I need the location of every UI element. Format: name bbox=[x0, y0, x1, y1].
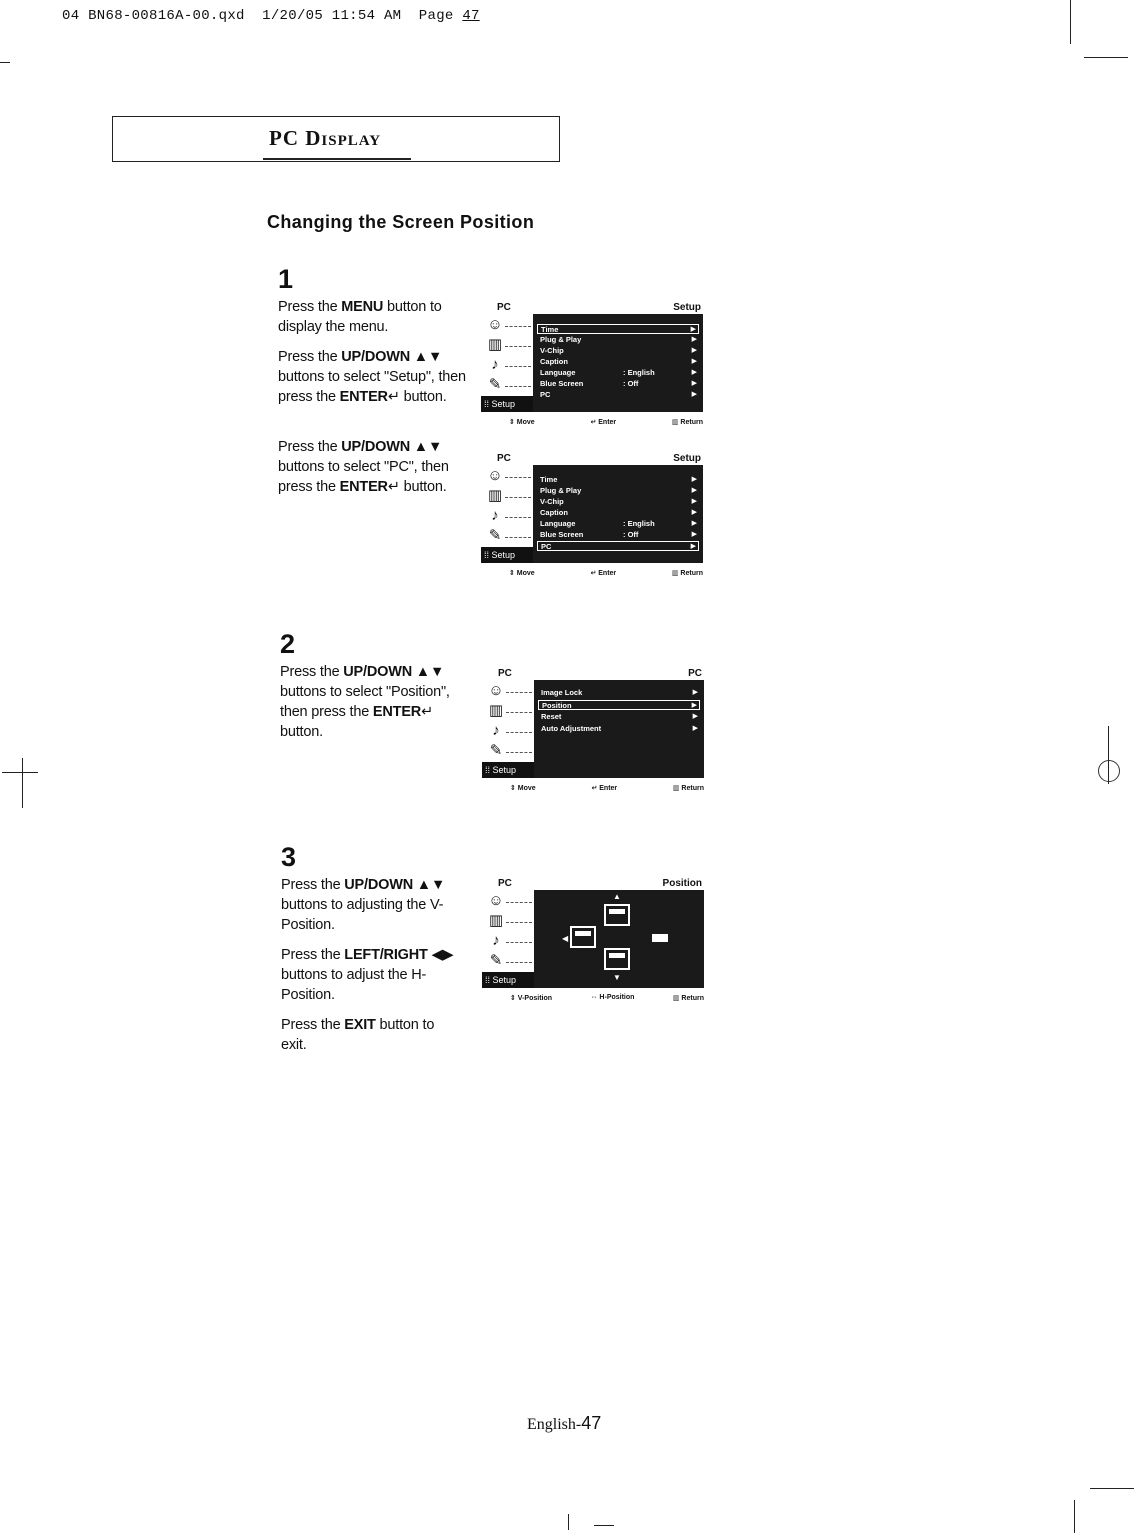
position-adjust-panel bbox=[534, 890, 704, 988]
arrow-down-icon: ▼ bbox=[613, 973, 621, 982]
page-number: English-47 bbox=[527, 1413, 602, 1433]
crop-mark bbox=[2, 772, 38, 773]
channel-icon: ▥ bbox=[487, 487, 503, 504]
crop-mark bbox=[568, 1514, 569, 1530]
osd-source: PC bbox=[497, 453, 511, 464]
osd-menu-row: PC ▶ bbox=[540, 390, 697, 399]
up-down-key: UP/DOWN ▲▼ bbox=[341, 349, 443, 365]
instruction-paragraph: Press the UP/DOWN ▲▼ buttons to adjusting the V-Position. bbox=[281, 877, 446, 933]
osd-title: PC bbox=[688, 668, 702, 679]
instruction-paragraph: Press the MENU button to display the menu. bbox=[278, 299, 442, 335]
arrow-right-icon: ▶ bbox=[691, 380, 697, 387]
setup-icon: ⁞⁞ bbox=[485, 765, 493, 775]
osd-footer: ⇕ Move ↵ Enter ▥ Return bbox=[509, 570, 703, 577]
function-icon: ✎ bbox=[489, 742, 503, 759]
enter-key: ENTER bbox=[339, 479, 388, 495]
slug-date: 1/20/05 bbox=[262, 8, 324, 24]
osd-source: PC bbox=[498, 668, 512, 679]
osd-menu-row: Reset ▶ bbox=[541, 712, 698, 721]
crop-mark bbox=[1090, 1488, 1134, 1489]
osd-source: PC bbox=[497, 302, 511, 313]
osd-screen-setup-pc bbox=[481, 453, 707, 581]
enter-key: ENTER bbox=[339, 389, 388, 405]
enter-key: ENTER bbox=[372, 704, 422, 720]
setup-tab: ⁞⁞ Setup bbox=[482, 762, 534, 778]
slug-time: 11:54 AM bbox=[331, 8, 402, 24]
page-title: PC Display bbox=[269, 126, 382, 150]
crop-mark bbox=[1108, 726, 1109, 784]
osd-menu-row: Plug & Play ▶ bbox=[540, 486, 697, 495]
arrow-right-icon: ▶ bbox=[691, 347, 697, 354]
osd-menu-row: Caption ▶ bbox=[540, 357, 697, 366]
osd-menu-row: Plug & Play ▶ bbox=[540, 335, 697, 344]
osd-footer: ⇕ Move ↵ Enter ▥ Return bbox=[510, 785, 704, 792]
registration-mark bbox=[1098, 760, 1120, 782]
osd-menu-row: Language : English ▶ bbox=[540, 519, 697, 528]
crop-mark bbox=[1070, 0, 1071, 44]
section-heading: Changing the Screen Position bbox=[267, 212, 535, 232]
arrow-right-icon: ▶ bbox=[691, 509, 697, 516]
arrow-right-icon: ▶ bbox=[691, 531, 697, 538]
left-right-key: LEFT/RIGHT ◀▶ bbox=[344, 947, 454, 963]
osd-title: Position bbox=[662, 878, 702, 889]
crop-mark bbox=[0, 62, 10, 63]
crop-mark bbox=[1074, 1500, 1075, 1533]
channel-icon: ▥ bbox=[488, 912, 504, 929]
osd-menu-panel bbox=[534, 680, 704, 778]
osd-title: Setup bbox=[673, 453, 701, 464]
osd-menu-row: Blue Screen : Off ▶ bbox=[540, 379, 697, 388]
enter-icon: ↵ bbox=[421, 704, 434, 720]
arrow-right-icon: ▶ bbox=[690, 326, 696, 333]
channel-icon: ▥ bbox=[488, 702, 504, 719]
instruction-paragraph: Press the UP/DOWN ▲▼ buttons to select "Setup", then press the ENTER↵ button. bbox=[278, 349, 466, 405]
slug-page-label: Page bbox=[418, 8, 454, 24]
up-down-key: UP/DOWN ▲▼ bbox=[343, 664, 445, 680]
function-icon: ✎ bbox=[488, 376, 502, 393]
arrow-right-icon: ▶ bbox=[692, 725, 698, 732]
arrow-right-icon: ▶ bbox=[690, 543, 696, 550]
osd-screen-position bbox=[482, 878, 708, 1006]
enter-icon: ↵ bbox=[387, 389, 400, 405]
setup-icon: ⁞⁞ bbox=[484, 550, 492, 560]
exit-key: EXIT bbox=[344, 1017, 376, 1033]
osd-sidebar bbox=[482, 680, 534, 778]
function-icon: ✎ bbox=[489, 952, 503, 969]
sound-icon: ♪ bbox=[491, 356, 499, 373]
instruction-paragraph: Press the UP/DOWN ▲▼ buttons to select "Position", then press the ENTER↵ button. bbox=[280, 664, 450, 740]
up-down-key: UP/DOWN ▲▼ bbox=[344, 877, 446, 893]
arrow-right-icon: ▶ bbox=[692, 713, 698, 720]
osd-menu-row: Language : English ▶ bbox=[540, 368, 697, 377]
osd-menu-row: Auto Adjustment ▶ bbox=[541, 724, 698, 733]
function-icon: ✎ bbox=[488, 527, 502, 544]
slug-line bbox=[62, 8, 480, 24]
picture-icon: ☺ bbox=[487, 467, 503, 484]
osd-screen-setup bbox=[481, 302, 707, 430]
arrow-right-icon: ▶ bbox=[692, 689, 698, 696]
step-number: 3 bbox=[281, 842, 297, 872]
arrow-right-icon: ▶ bbox=[691, 369, 697, 376]
osd-menu-row: Time ▶ bbox=[540, 475, 697, 484]
osd-source: PC bbox=[498, 878, 512, 889]
osd-footer: ⇕ V-Position ⇔ H-Position ▥ Return bbox=[510, 994, 704, 1002]
arrow-right-icon: ▶ bbox=[691, 702, 697, 709]
crop-mark bbox=[594, 1525, 614, 1526]
arrow-up-icon: ▲ bbox=[613, 892, 621, 901]
sound-icon: ♪ bbox=[492, 932, 500, 949]
osd-menu-row: Caption ▶ bbox=[540, 508, 697, 517]
arrow-right-icon: ▶ bbox=[691, 336, 697, 343]
step-number: 1 bbox=[278, 264, 294, 294]
step-number: 2 bbox=[280, 629, 296, 659]
osd-menu-row: Time ▶ bbox=[537, 324, 699, 334]
slug-page-num: 47 bbox=[462, 8, 480, 24]
osd-menu-row: Position ▶ bbox=[538, 700, 700, 710]
instruction-paragraph: Press the EXIT button to exit. bbox=[281, 1017, 435, 1053]
osd-menu-row: V-Chip ▶ bbox=[540, 497, 697, 506]
position-indicator-bar bbox=[652, 934, 668, 942]
picture-icon: ☺ bbox=[488, 682, 504, 699]
enter-icon: ↵ bbox=[387, 479, 400, 495]
osd-footer: ⇕ Move ↵ Enter ▥ Return bbox=[509, 419, 703, 426]
title-underline bbox=[263, 158, 411, 160]
picture-icon: ☺ bbox=[487, 316, 503, 333]
osd-menu-row: Image Lock ▶ bbox=[541, 688, 698, 697]
osd-menu-row: V-Chip ▶ bbox=[540, 346, 697, 355]
sound-icon: ♪ bbox=[491, 507, 499, 524]
position-box-left bbox=[570, 926, 596, 948]
crop-mark bbox=[1084, 57, 1128, 58]
osd-menu-panel bbox=[533, 314, 703, 412]
up-down-key: UP/DOWN ▲▼ bbox=[341, 439, 443, 455]
channel-icon: ▥ bbox=[487, 336, 503, 353]
setup-icon: ⁞⁞ bbox=[484, 399, 492, 409]
setup-icon: ⁞⁞ bbox=[485, 975, 493, 985]
position-box-bottom bbox=[604, 948, 630, 970]
setup-tab: ⁞⁞ Setup bbox=[481, 396, 533, 412]
osd-menu-row: Blue Screen : Off ▶ bbox=[540, 530, 697, 539]
setup-tab: ⁞⁞ Setup bbox=[482, 972, 534, 988]
osd-sidebar bbox=[482, 890, 534, 988]
instruction-paragraph: Press the UP/DOWN ▲▼ buttons to select "PC", then press the ENTER↵ button. bbox=[278, 439, 449, 495]
setup-tab: ⁞⁞ Setup bbox=[481, 547, 533, 563]
menu-key: MENU bbox=[341, 299, 384, 315]
instruction-paragraph: Press the LEFT/RIGHT ◀▶ buttons to adjust the H-Position. bbox=[281, 947, 454, 1003]
page-header-box bbox=[112, 116, 560, 162]
sound-icon: ♪ bbox=[492, 722, 500, 739]
osd-sidebar bbox=[481, 465, 533, 563]
arrow-right-icon: ▶ bbox=[691, 476, 697, 483]
arrow-right-icon: ▶ bbox=[691, 391, 697, 398]
osd-menu-panel bbox=[533, 465, 703, 563]
arrow-right-icon: ▶ bbox=[691, 498, 697, 505]
osd-screen-pc bbox=[482, 668, 708, 796]
position-box-top bbox=[604, 904, 630, 926]
picture-icon: ☺ bbox=[488, 892, 504, 909]
osd-menu-row: PC ▶ bbox=[537, 541, 699, 551]
arrow-right-icon: ▶ bbox=[691, 520, 697, 527]
arrow-right-icon: ▶ bbox=[691, 487, 697, 494]
crop-mark bbox=[22, 758, 23, 808]
slug-file: 04 BN68-00816A-00.qxd bbox=[62, 8, 245, 24]
arrow-right-icon: ▶ bbox=[691, 358, 697, 365]
osd-title: Setup bbox=[673, 302, 701, 313]
arrow-left-icon: ◀ bbox=[562, 934, 569, 943]
osd-sidebar bbox=[481, 314, 533, 412]
